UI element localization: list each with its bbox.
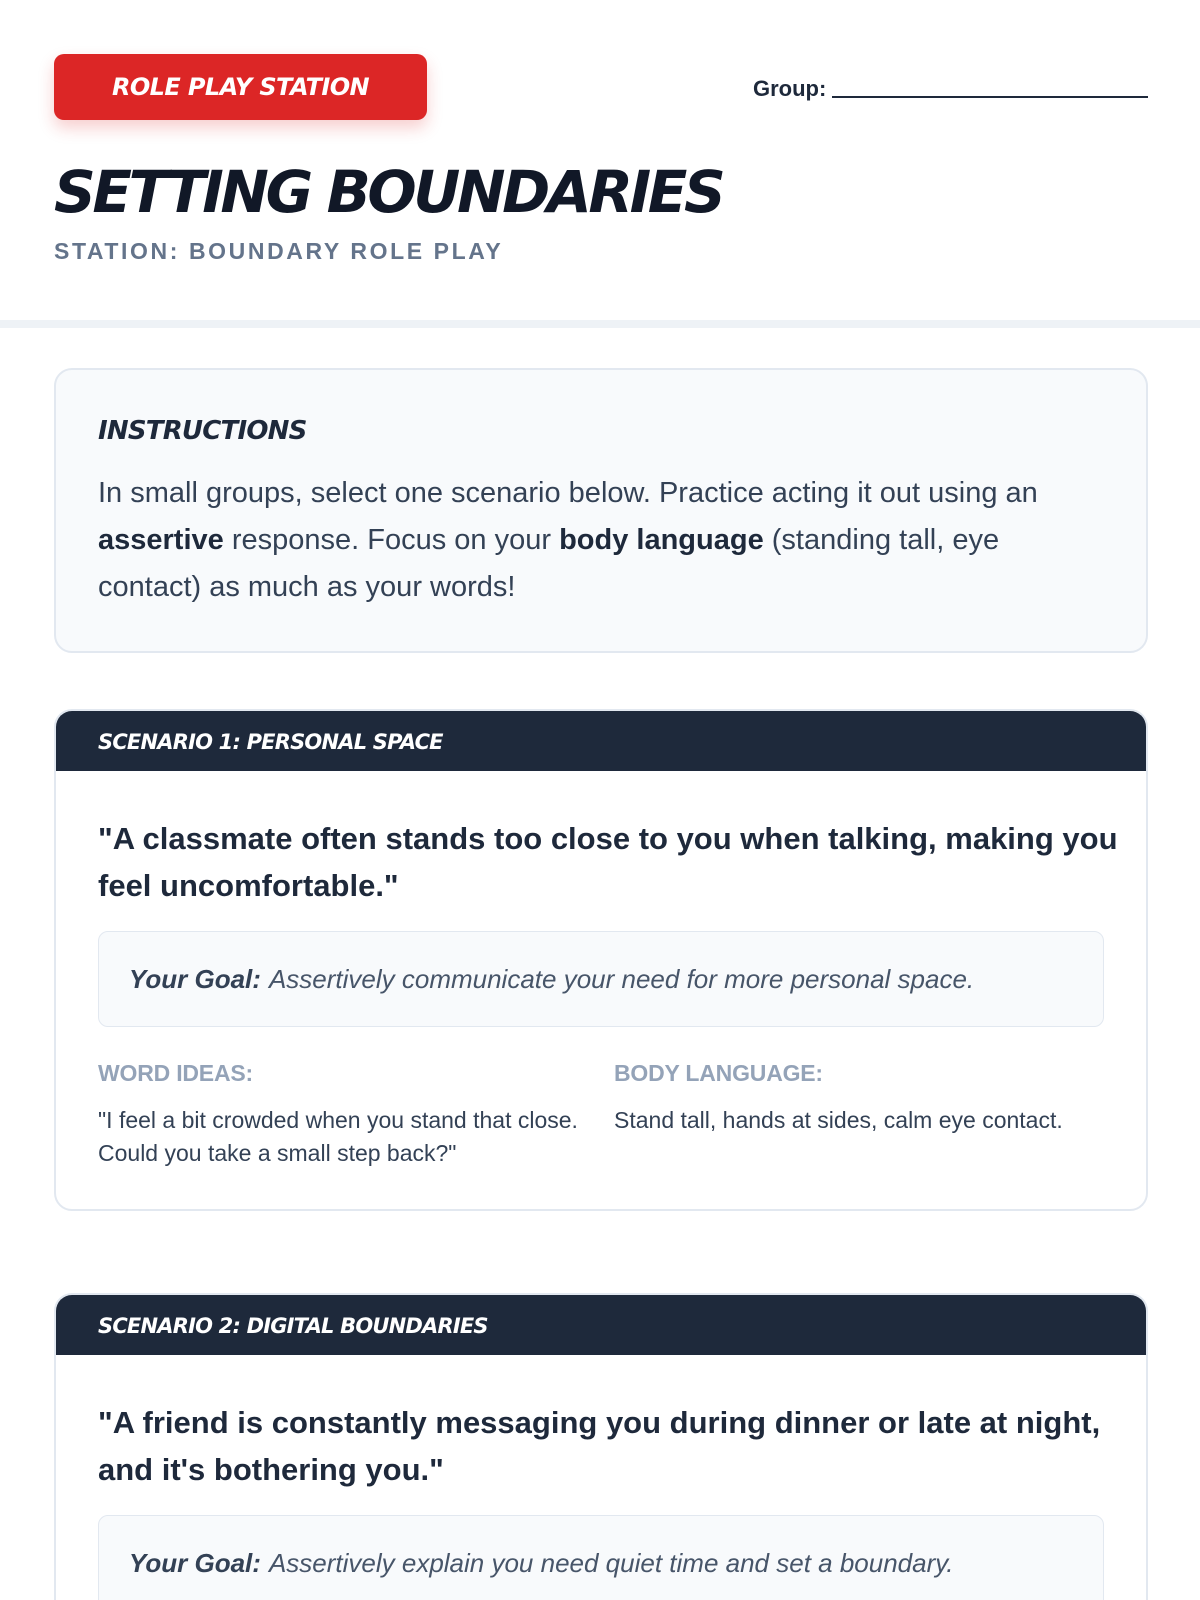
instructions-heading: INSTRUCTIONS — [98, 416, 307, 446]
group-write-line[interactable] — [832, 96, 1148, 98]
page-title: SETTING BOUNDARIES — [54, 158, 723, 226]
goal-label: Your Goal: — [129, 963, 261, 994]
instructions-text-part: (standing tall, eye contact) as much as your words! — [98, 524, 1000, 603]
body-language-text: Stand tall, hands at sides, calm eye contact. — [614, 1107, 1063, 1133]
body-language-label: BODY LANGUAGE: — [614, 1060, 823, 1086]
goal-label: Your Goal: — [129, 1547, 261, 1578]
instructions-bold-assertive: assertive — [98, 524, 224, 556]
scenario-title: SCENARIO 2: DIGITAL BOUNDARIES — [98, 1314, 488, 1338]
page-subtitle: STATION: BOUNDARY ROLE PLAY — [54, 238, 504, 264]
page-header — [0, 0, 1200, 320]
station-badge: ROLE PLAY STATION — [54, 54, 427, 120]
group-field[interactable] — [753, 72, 1148, 104]
scenario-card-2 — [54, 1293, 1148, 1600]
instructions-bold-body-language: body language — [559, 524, 764, 556]
goal-text: Assertively explain you need quiet time and set a boundary. — [268, 1547, 954, 1578]
goal-text: Assertively communicate your need for more personal space. — [268, 963, 975, 994]
header-divider — [0, 320, 1200, 328]
scenario-card-1 — [54, 709, 1148, 1211]
scenario-title: SCENARIO 1: PERSONAL SPACE — [98, 730, 443, 754]
instructions-card — [54, 368, 1148, 653]
scenario-header — [56, 1295, 1146, 1355]
instructions-text — [98, 470, 1108, 611]
scenario-header — [56, 711, 1146, 771]
instructions-text-part: response. Focus on your — [223, 524, 560, 556]
instructions-text-part: In small groups, select one scenario below. Practice acting it out using an — [98, 477, 1038, 509]
scenario-quote: "A classmate often stands too close to you when talking, making you feel uncomfortable." — [98, 821, 1118, 903]
word-ideas-text: "I feel a bit crowded when you stand that close. Could you take a small step back?" — [98, 1107, 578, 1166]
goal-box — [98, 1515, 1104, 1600]
word-ideas-column — [98, 1058, 578, 1170]
goal-box — [98, 931, 1104, 1027]
scenario-quote: "A friend is constantly messaging you during dinner or late at night, and it's bothering you." — [98, 1405, 1101, 1487]
group-label: Group: — [753, 76, 827, 101]
word-ideas-label: WORD IDEAS: — [98, 1060, 253, 1086]
body-language-column — [614, 1058, 1094, 1137]
